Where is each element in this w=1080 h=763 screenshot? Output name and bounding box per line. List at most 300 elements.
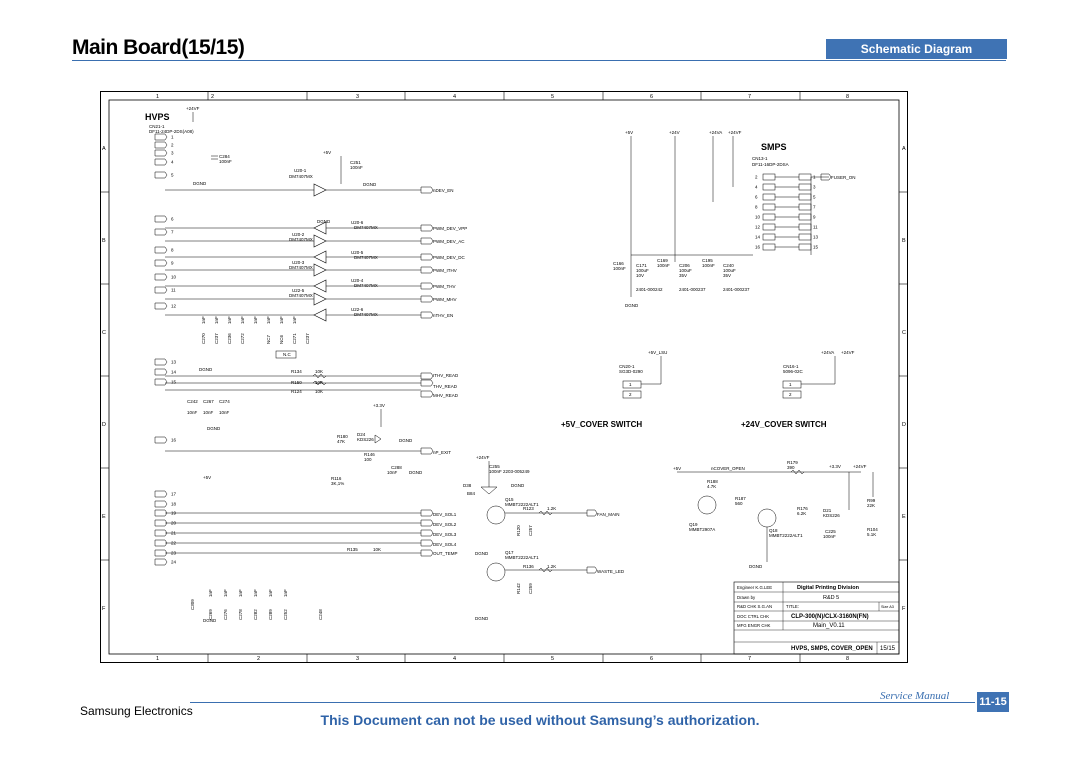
net-label: DEV_SOL2	[433, 522, 457, 527]
c255-label: C255	[489, 464, 500, 469]
r188-value: 4.7K	[707, 484, 717, 489]
nc-label: NC6	[279, 334, 284, 344]
buffer-gates	[314, 184, 326, 321]
net-label: PWM_DEV_DC	[433, 255, 465, 260]
u20-1-part: DM7407MX	[289, 174, 313, 179]
hvps-pin-number: 15	[171, 379, 177, 385]
cap-value: 1nF	[279, 316, 284, 324]
cap-label: C237	[305, 333, 310, 344]
r104-label: R104	[867, 527, 878, 532]
cover24-pin: 1	[789, 382, 792, 387]
cap-value: 1nF	[240, 316, 245, 324]
cap-value: 1nF	[253, 316, 258, 324]
resistor-val: 10K	[315, 380, 324, 385]
c288-value: 10nF	[387, 470, 398, 475]
cap-value: 100nF	[613, 266, 626, 271]
net-flags	[421, 187, 433, 318]
r104-value: 5.1K	[867, 532, 877, 537]
cover24-pin: 2	[789, 392, 792, 397]
row-label: A	[102, 146, 106, 152]
r116-value: 3K,1%	[331, 481, 345, 486]
smps-pin-shape	[763, 184, 775, 190]
col-label: 8	[846, 94, 850, 100]
smps-pin-number: 14	[755, 234, 761, 240]
smps-pin-number: 7	[813, 204, 816, 210]
hvps-pin-shape	[155, 274, 167, 280]
smps-pin-number: 1	[813, 174, 816, 180]
cap-label: C276	[223, 609, 228, 620]
fuser-net: FUSER_ON	[831, 175, 856, 180]
r179-label: R179	[787, 460, 798, 465]
c288-label: C288	[391, 465, 402, 470]
smps-pin-shape	[763, 204, 775, 210]
cover24-supply: +24VF	[853, 464, 867, 469]
hvps-pin-shape	[155, 287, 167, 293]
cap-label: C272	[240, 333, 245, 344]
smps-pin-number: 12	[755, 224, 761, 230]
net-label: PWM_THV	[433, 284, 456, 289]
cap-label: C269	[208, 609, 213, 620]
hvps-pin-number: 14	[171, 369, 177, 375]
smps-pin-number: 3	[813, 184, 816, 190]
r176-label: R176	[797, 506, 808, 511]
r187-value: 560	[735, 501, 743, 506]
row-label: D	[102, 422, 106, 428]
net-label: DEV_SOL1	[433, 512, 457, 517]
gate-part: DM7407MX	[354, 225, 378, 230]
hvps-pin-shape	[155, 247, 167, 253]
smps-pin-number: 2	[755, 174, 758, 180]
c309-label: C309	[190, 599, 195, 610]
cap-value: 100nF	[702, 263, 715, 268]
net-label: ITHV_READ	[433, 373, 459, 378]
gate-part: DM7407MX	[354, 283, 378, 288]
r142-label: R142	[516, 583, 521, 594]
sol-nets	[347, 512, 458, 556]
tb-drawn: Drawn by	[737, 595, 756, 600]
u20-1-label: U20-1	[294, 168, 307, 173]
hvps-pin-number: 1	[171, 134, 174, 140]
inner-border	[109, 100, 899, 654]
hvps-pin-shape	[155, 303, 167, 309]
cover24-connector-part: 5096-02C	[783, 369, 803, 374]
smps-pin-shape	[763, 224, 775, 230]
r116-label: R116	[331, 476, 342, 481]
smps-pin-shape	[799, 234, 811, 240]
cover5-connector-ref: CN20-1	[619, 364, 635, 369]
v5-label: +5V	[673, 466, 682, 471]
col-label: 2	[257, 656, 261, 662]
tb-version: Main_V0.11	[813, 623, 845, 629]
r188-label: R188	[707, 479, 718, 484]
gate-label: U20-6	[351, 220, 364, 225]
footer-rule	[190, 702, 975, 703]
cap-value: 1nF	[223, 589, 228, 597]
c225-value: 100nF	[823, 534, 836, 539]
cover5-supply: +5V_LSU	[648, 350, 668, 355]
r99-label: R99	[867, 498, 876, 503]
rail-label: +24V	[669, 130, 680, 135]
vcc-label: +5V	[323, 150, 332, 155]
vcc-label: +5V	[203, 475, 212, 480]
r135-value: 10K	[373, 547, 382, 552]
hvps-pin-shape	[155, 379, 167, 385]
net-label: DEV_SOL3	[433, 532, 457, 537]
net-label: DEV_SOL4	[433, 542, 457, 547]
footer-company: Samsung Electronics	[80, 704, 193, 718]
c255-part: 100nF 2203-005249	[489, 469, 530, 474]
hvps-pin-number: 23	[171, 550, 177, 556]
smps-pin-shape	[763, 214, 775, 220]
col-label: 4	[453, 656, 457, 662]
hvps-title: HVPS	[145, 112, 170, 122]
gate-label: U22-6	[351, 307, 364, 312]
smps-pin-number: 11	[813, 224, 818, 230]
cap-volt: 10V	[636, 273, 645, 278]
row-label: B	[902, 238, 906, 244]
cap-value: 1nF	[208, 589, 213, 597]
r179-value: 390	[787, 465, 795, 470]
smps-pin-shape	[763, 174, 775, 180]
net-label: MHV_READ	[433, 393, 459, 398]
schematic-diagram	[101, 92, 907, 662]
net-label: THV_READ	[433, 384, 458, 389]
cap-value: 1nF	[268, 589, 273, 597]
smps-pin-shape	[799, 194, 811, 200]
title-block	[734, 582, 899, 654]
page-number-badge: 11-15	[977, 692, 1009, 712]
ncover-net: nCOVER_OPEN	[711, 466, 745, 471]
dgnd-label: DGND	[363, 182, 377, 187]
cap-label: C206	[679, 263, 690, 268]
hvps-connector-part: DF11-24DP-2DS(A08)	[149, 129, 194, 134]
gate-label: U20-3	[292, 260, 305, 265]
gate-part: DM7407MX	[289, 265, 313, 270]
read-resistors	[291, 369, 459, 398]
cap-label: C236	[227, 333, 232, 344]
r136-label: R136	[523, 564, 534, 569]
hvps-nets	[433, 188, 467, 318]
cap-volt: 35V	[679, 273, 688, 278]
r146-value: 100	[364, 457, 372, 462]
r187-label: R187	[735, 496, 746, 501]
cap-label: C252	[283, 609, 288, 620]
tb-rd-chk: R&D CHK S.G.AN	[737, 604, 773, 609]
smps-pin-shape	[763, 234, 775, 240]
hvps-supply: +24VF	[186, 106, 200, 111]
fan-drawing	[481, 461, 597, 581]
hvps-pin-shape	[155, 437, 167, 443]
col-label: 1	[156, 656, 160, 662]
dgnd-label: DGND	[625, 303, 639, 308]
cap-value: 1nF	[238, 589, 243, 597]
hvps-pin-number: 12	[171, 303, 177, 309]
hvps-pin-number: 5	[171, 172, 174, 178]
hvps-pin-number: 6	[171, 216, 174, 222]
dgnd-label: DGND	[203, 618, 217, 623]
hvps-pin-number: 19	[171, 510, 177, 516]
resistor-ref: R150	[291, 380, 302, 385]
smps-title: SMPS	[761, 142, 787, 152]
col-label: 6	[650, 656, 654, 662]
cover24-supply: +24VA	[821, 350, 835, 355]
smps-pin-shape	[799, 224, 811, 230]
cover24-title: +24V_COVER SWITCH	[741, 420, 827, 429]
title-rule	[72, 60, 1006, 61]
d21-label: D21	[823, 508, 832, 513]
hvps-pin-shape	[155, 260, 167, 266]
dgnd-label: DGND	[199, 367, 213, 372]
c251-label: C251	[350, 160, 361, 165]
np-exit-net: nP_EXIT	[433, 450, 452, 455]
col-label: 2	[211, 94, 215, 100]
hvps-pin-shape	[155, 159, 167, 165]
hvps-pin-number: 2	[171, 142, 174, 148]
col-label: 5	[551, 656, 555, 662]
cap-label: C274	[219, 399, 230, 404]
r123-value: 1.2K	[547, 506, 557, 511]
cap-label: C166	[613, 261, 624, 266]
hvps-pin-number: 18	[171, 501, 177, 507]
col-label: 3	[356, 94, 360, 100]
gate-part: DM7407MX	[354, 312, 378, 317]
hvps-pin-shape	[155, 369, 167, 375]
cover24-connector-ref: CN16-1	[783, 364, 799, 369]
cap-value: 10nF	[187, 410, 198, 415]
cap-value: 1nF	[201, 316, 206, 324]
net-label: PWM_ITHV	[433, 268, 457, 273]
hvps-pin-shape	[155, 229, 167, 235]
rail-label: +24VF	[728, 130, 742, 135]
r135-label: R135	[347, 547, 358, 552]
cap-label: C248	[318, 609, 323, 620]
cap-value: 1nF	[283, 589, 288, 597]
col-label: 7	[748, 94, 752, 100]
cap-label: C270	[201, 333, 206, 344]
r146-label: R146	[364, 452, 375, 457]
gate-label: U20-5	[351, 250, 364, 255]
col-label: 4	[453, 94, 457, 100]
smps-pin-number: 15	[813, 244, 819, 250]
tb-size: Size A3	[881, 605, 894, 609]
smps-section	[613, 130, 856, 308]
q18-part: MMBT2222ALT1	[769, 533, 803, 538]
exit-sensor	[203, 403, 451, 486]
q15-label: Q15	[505, 497, 514, 502]
smps-pin-shape	[763, 244, 775, 250]
cap-volt: 35V	[723, 273, 732, 278]
hvps-pin-shape	[155, 559, 167, 565]
net-label: PWM_MHV	[433, 297, 457, 302]
row-labels	[102, 146, 906, 612]
footer-manual: Service Manual	[880, 690, 950, 702]
r176-value: 6.2K	[797, 511, 807, 516]
r136-value: 1.2K	[547, 564, 557, 569]
column-labels-top	[156, 94, 849, 100]
cap-label: C271	[292, 333, 297, 344]
tb-doc-ctrl: DOC CTRL CHK	[737, 614, 770, 619]
smps-connector-ref: CN13-1	[752, 156, 768, 161]
nc-label: NC7	[266, 334, 271, 344]
hvps-pin-shape	[155, 216, 167, 222]
cap-label: C242	[187, 399, 198, 404]
hvps-pin-number: 24	[171, 559, 177, 565]
resistor-val: 10K	[315, 389, 324, 394]
c225-label: C225	[825, 529, 836, 534]
hvps-pin-number: 13	[171, 359, 177, 365]
gate-label: U22-5	[292, 288, 305, 293]
smps-pin-number: 8	[755, 204, 758, 210]
cap-value: 1nF	[253, 589, 258, 597]
hvps-pin-shape	[155, 134, 167, 140]
hvps-pin-shape	[155, 359, 167, 365]
hvps-pin-number: 7	[171, 229, 174, 235]
gate-label: U20-4	[351, 278, 364, 283]
dgnd-label: DGND	[749, 564, 763, 569]
cover5-connector-part: SG3D-0290	[619, 369, 643, 374]
cap-label: C289	[268, 609, 273, 620]
r120-label: R120	[516, 525, 521, 536]
smps-pin-shape	[763, 194, 775, 200]
tb-model: CLP-300(N)/CLX-3160N(FN)	[791, 614, 869, 620]
d24-part: KDS226	[357, 437, 374, 442]
q17-part: MMBT2222ALT1	[505, 555, 539, 560]
d38-part: B84	[467, 491, 476, 496]
hvps-pin-number: 11	[171, 287, 176, 293]
c284-label: C284	[219, 154, 230, 159]
waste-net: WASTE_LED	[597, 569, 625, 574]
smps-connector-part: DF11-16DP-2DSA	[752, 162, 789, 167]
smps-pin-number: 4	[755, 184, 758, 190]
dgnd-label: DGND	[317, 219, 331, 224]
cap-value: 100nF	[657, 263, 670, 268]
section-tab: Schematic Diagram	[826, 39, 1007, 59]
cap-value: 10nF	[219, 410, 230, 415]
fan-supply: +24VF	[476, 455, 490, 460]
tb-group: R&D 5	[823, 595, 840, 601]
r180-label: R180	[337, 434, 348, 439]
hvps-connector-ref: CN21-1	[149, 124, 165, 129]
hvps-pin-shape	[155, 142, 167, 148]
gate-part: DM7407MX	[289, 237, 313, 242]
cover5-section	[561, 350, 667, 429]
smps-pins	[755, 174, 819, 250]
hvps-pin-number: 17	[171, 491, 177, 497]
cap-label: C267	[203, 399, 214, 404]
hvps-pin-number: 9	[171, 260, 174, 266]
c251-value: 100nF	[350, 165, 363, 170]
cap-label: C171	[636, 263, 647, 268]
col-label: 1	[156, 94, 160, 100]
smps-pin-number: 10	[755, 214, 761, 220]
cap-value: 10nF	[203, 410, 214, 415]
hvps-pins	[155, 134, 177, 565]
resistor-ref: R124	[291, 389, 302, 394]
v33-label: +3.3V	[373, 403, 385, 408]
r180-value: 47K	[337, 439, 346, 444]
c257-label: C257	[528, 525, 533, 536]
cap-value: 1nF	[227, 316, 232, 324]
cap-value: 1nF	[292, 316, 297, 324]
tb-sheet-num: 15/15	[880, 646, 896, 652]
r99-value: 22K	[867, 503, 876, 508]
smps-pin-number: 13	[813, 234, 819, 240]
row-label: A	[902, 146, 906, 152]
gate-part: DM7407MX	[354, 255, 378, 260]
dgnd-label: DGND	[475, 616, 489, 621]
cap-value: 100uF	[679, 268, 692, 273]
column-labels-bottom	[156, 656, 849, 662]
net-label: PWM_DEV_AC	[433, 239, 465, 244]
cap-part: 2401-000237	[679, 287, 706, 292]
cap-part: 2401-000237	[723, 287, 750, 292]
q19-part: MMBT2907A	[689, 527, 716, 532]
row-label: C	[102, 330, 106, 336]
col-label: 5	[551, 94, 555, 100]
tb-mfg: MFG ENGR CHK	[737, 623, 771, 628]
cap-value: 100uF	[723, 268, 736, 273]
bottom-caps	[190, 589, 323, 623]
rail-label: +24VA	[709, 130, 723, 135]
hvps-pin-number: 20	[171, 520, 177, 526]
smps-pin-number: 5	[813, 194, 816, 200]
q17-label: Q17	[505, 550, 514, 555]
cap-value: 1nF	[266, 316, 271, 324]
hvps-pin-shape	[155, 501, 167, 507]
cap-label: C237	[214, 333, 219, 344]
cover5-title: +5V_COVER SWITCH	[561, 420, 643, 429]
smps-pin-shape	[799, 244, 811, 250]
smps-pin-number: 6	[755, 194, 758, 200]
row-label: F	[902, 606, 906, 612]
dgnd-label: DGND	[475, 551, 489, 556]
hvps-pin-number: 4	[171, 159, 174, 165]
c259-label: C259	[528, 583, 533, 594]
hvps-pin-number: 16	[171, 437, 177, 443]
row-label: D	[902, 422, 906, 428]
smps-pin-shape	[799, 174, 811, 180]
fan-net: FAN_MAIN	[597, 512, 620, 517]
col-label: 7	[748, 656, 752, 662]
page-title: Main Board(15/15)	[72, 36, 245, 59]
cover24-supply: +24VF	[841, 350, 855, 355]
gate-labels	[289, 220, 378, 317]
hvps-pin-number: 3	[171, 150, 174, 156]
rail-label: +5V	[625, 130, 634, 135]
dgnd-label: DGND	[193, 181, 207, 186]
tb-division: Digital Printing Division	[797, 585, 860, 591]
footer-disclaimer: This Document can not be used without Samsung’s authorization.	[320, 712, 760, 728]
row-label: E	[102, 514, 106, 520]
fan-section	[463, 455, 625, 621]
smps-pin-shape	[799, 214, 811, 220]
net-label: nDEV_EN	[433, 188, 454, 193]
cap-label: C282	[253, 609, 258, 620]
tb-title-label: TITLE:	[786, 604, 799, 609]
resistor-val: 10K	[315, 369, 324, 374]
d21-part: KDS226	[823, 513, 840, 518]
d24-label: D24	[357, 432, 366, 437]
read-caps	[187, 399, 230, 431]
cap-label: C169	[657, 258, 668, 263]
col-label: 6	[650, 94, 654, 100]
tb-engineer: Engineer K.G.LEE	[737, 585, 773, 590]
q18-label: Q18	[769, 528, 778, 533]
gate-part: DM7407MX	[289, 293, 313, 298]
cap-value: 1nF	[214, 316, 219, 324]
cap-part: 2401-000242	[636, 287, 663, 292]
row-label: C	[902, 330, 906, 336]
